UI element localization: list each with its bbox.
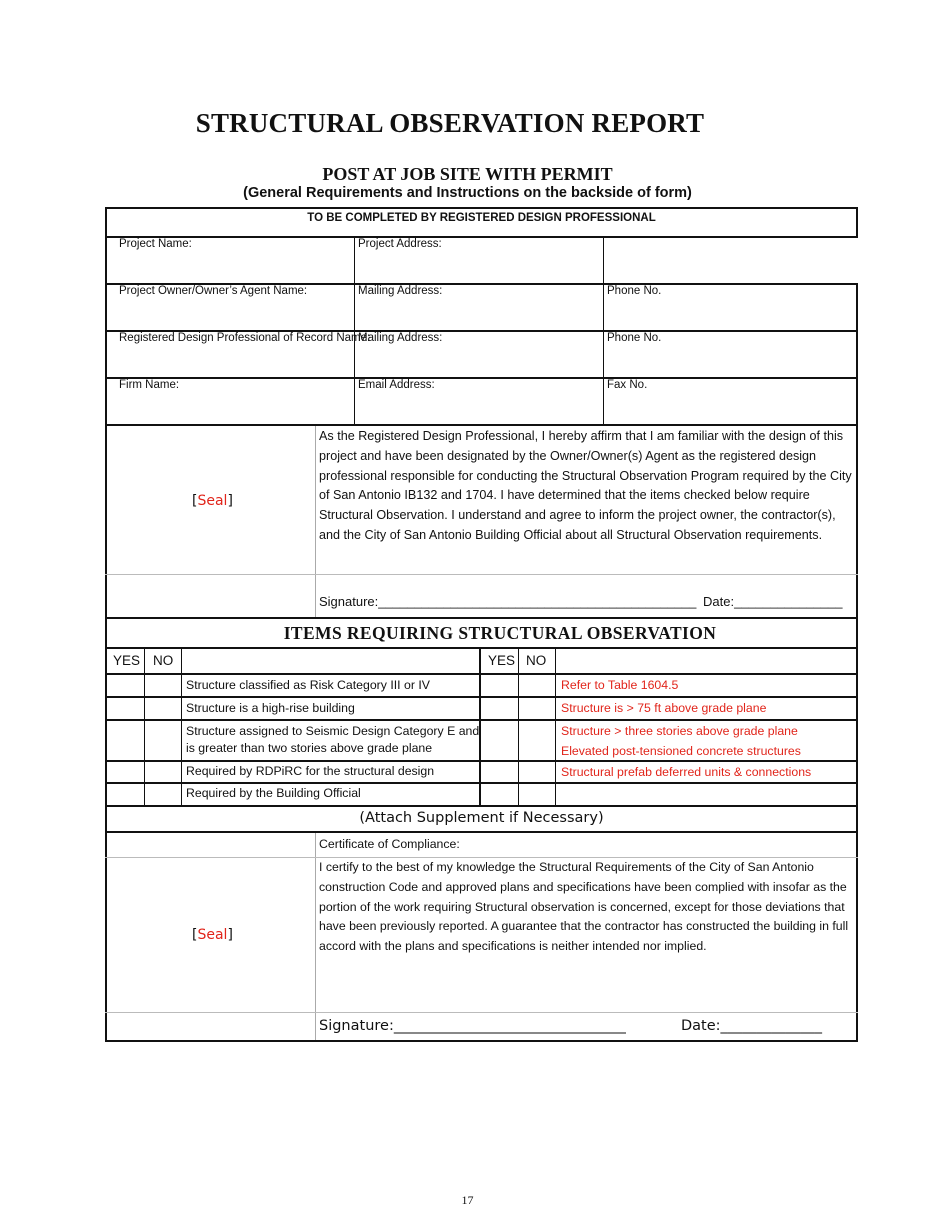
firm-name-field[interactable]: Firm Name: (119, 379, 180, 391)
date-line[interactable]: Date:_______________ (703, 594, 843, 609)
fax-field[interactable]: Fax No. (607, 379, 648, 391)
checkbox-no-right-row3[interactable] (519, 721, 555, 760)
certificate-text: I certify to the best of my knowledge the Structural Requirements of the City of San Antonio construction Code and approved plans and specifications have been complied with insofar as the portion of the work requiring Structural observation is concerned, except for those deviations that have been previously reported. A guarantee that the contractor has constructed the building in full accord with the plans and specifications is neither intended nor implied. (319, 860, 849, 954)
project-name-field[interactable]: Project Name: (119, 238, 192, 250)
seal-stamp-area[interactable]: [Seal] (192, 493, 233, 509)
signature-line-2[interactable]: Signature:________________________________ (319, 1018, 626, 1034)
item-risk-category: Structure classified as Risk Category III or IV (186, 678, 430, 692)
checkbox-no-row2[interactable] (145, 698, 181, 719)
page-title: STRUCTURAL OBSERVATION REPORT (195, 108, 705, 138)
affirmation-text: As the Registered Design Professional, I hereby affirm that I am familiar with the design of this project and have been designated by the Owner/Owner(s) Agent as the registered design professional responsible for conducting the Structural Observation Program required by the City of San Antonio IB132 and 1704. I have determined that the items checked below require Structural Observation. I understand and agree to inform the project owner, the contractor(s), and the City of San Antonio Building Official about all Structural Observation requirements. (319, 429, 852, 542)
checkbox-no-right-row4[interactable] (519, 762, 555, 782)
checkbox-yes-row3[interactable] (107, 721, 144, 760)
attach-supplement-note: (Attach Supplement if Necessary) (359, 810, 604, 826)
rdp-mailing-address-field[interactable]: Mailing Address: (358, 332, 443, 344)
item-building-official: Required by the Building Official (186, 786, 361, 800)
checkbox-no-right-row1[interactable] (519, 675, 555, 696)
checkbox-no-row3[interactable] (145, 721, 181, 760)
checkbox-no-right-row2[interactable] (519, 698, 555, 719)
page-number: 17 (461, 1193, 474, 1207)
email-address-field[interactable]: Email Address: (358, 379, 435, 391)
yes-column-header-2: YES (488, 653, 516, 668)
report-form (105, 207, 858, 1042)
rdp-record-name-field[interactable]: Registered Design Professional of Record Name: (119, 332, 371, 344)
items-header: ITEMS REQUIRING STRUCTURAL OBSERVATION (283, 623, 717, 643)
checkbox-yes-right-row2[interactable] (481, 698, 518, 719)
checkbox-yes-row5[interactable] (107, 784, 144, 805)
yes-column-header: YES (113, 653, 141, 668)
item-three-stories: Structure > three stories above grade plane (561, 724, 798, 738)
checkbox-yes-right-row4[interactable] (481, 762, 518, 782)
owner-agent-name-field[interactable]: Project Owner/Owner’s Agent Name: (119, 285, 308, 297)
project-address-field[interactable]: Project Address: (358, 238, 442, 250)
item-over-75ft: Structure is > 75 ft above grade plane (561, 701, 767, 715)
checkbox-no-row1[interactable] (145, 675, 181, 696)
owner-phone-field[interactable]: Phone No. (607, 285, 662, 297)
no-column-header-2: NO (526, 653, 547, 668)
signature-line[interactable]: Signature:____________________________________________ (319, 594, 697, 609)
section-header: TO BE COMPLETED BY REGISTERED DESIGN PROFESSIONAL (307, 212, 656, 224)
checkbox-yes-row1[interactable] (107, 675, 144, 696)
checkbox-yes-row4[interactable] (107, 762, 144, 782)
item-high-rise: Structure is a high-rise building (186, 701, 355, 715)
certificate-label: Certificate of Compliance: (319, 837, 460, 851)
no-column-header: NO (153, 653, 174, 668)
seal-stamp-area-2[interactable]: [Seal] (192, 927, 233, 943)
item-seismic-category-line2: is greater than two stories above grade plane (186, 741, 433, 755)
checkbox-yes-row2[interactable] (107, 698, 144, 719)
checkbox-no-row4[interactable] (145, 762, 181, 782)
checkbox-yes-right-row1[interactable] (481, 675, 518, 696)
item-seismic-category-line1: Structure assigned to Seismic Design Category E and (186, 724, 480, 738)
subtitle: POST AT JOB SITE WITH PERMIT (322, 164, 613, 184)
item-post-tensioned: Elevated post-tensioned concrete structures (561, 744, 801, 758)
item-prefab-units: Structural prefab deferred units & connections (561, 765, 812, 779)
owner-mailing-address-field[interactable]: Mailing Address: (358, 285, 443, 297)
subtitle-instructions: (General Requirements and Instructions on the backside of form) (243, 185, 692, 201)
checkbox-no-row5[interactable] (145, 784, 181, 805)
date-line-2[interactable]: Date:______________ (681, 1018, 823, 1034)
checkbox-yes-right-row3[interactable] (481, 721, 518, 760)
item-rdpirc: Required by RDPiRC for the structural design (186, 764, 435, 778)
rdp-phone-field[interactable]: Phone No. (607, 332, 662, 344)
item-refer-table: Refer to Table 1604.5 (561, 678, 679, 692)
